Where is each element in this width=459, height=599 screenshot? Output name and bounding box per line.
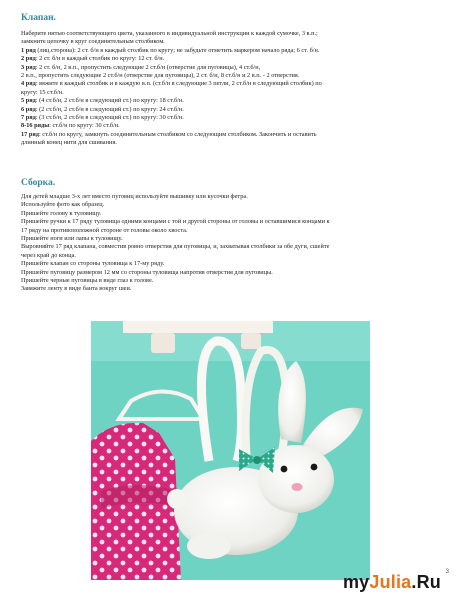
sborka-line: Пришейте ручки к 17 ряду туловища одними концами с той и другой стороны от головы и оставшимися концами к [21,218,330,226]
sborka-line: через край до конца. [21,251,76,259]
row-text: : ст.б/н по кругу, замкнуть соединительным столбиком со следующим столбиком. Закончить и оставить [38,130,317,138]
row-text: : (3 ст.б/н, 2 ст.б/н в следующий ст.) по кругу: 30 ст.б/н. [35,114,184,122]
sborka-line: Пришейте черные пуговицы в виде глаз к голове. [21,277,154,285]
klapan-row [21,97,441,105]
sborka-heading: Сборка. [21,178,56,188]
row-text: 2 в.п., пропустить следующие 2 ст.б/н (отверстие для пуговицы), 2 ст. б/н, 8 ст.б/н и 2 в.п. - 2 отверстия. [21,72,300,80]
row-text: длинный конец нити для сшивания. [21,139,117,147]
row-label: 4 ряд [21,80,36,88]
row-label: 5 ряд [21,97,36,105]
row-text: : (4 ст.б/н, 2 ст.б/н в следующий ст.) по кругу: 18 ст.б/н. [35,97,184,105]
sborka-line: Пришейте голову к туловищу. [21,209,102,217]
myjulia-watermark-logo [343,572,441,593]
row-label: 6 ряд [21,105,36,113]
klapan-row [21,55,441,63]
klapan-row [21,122,441,130]
klapan-intro-line: Наберите нитью соответствующего цвета, указанного в индивидуальной инструкции к каждой сумочке, 3 в.п.; [21,30,318,37]
sborka-line: Пришейте клапан со стороны туловища к 17-му ряду. [21,260,165,268]
sborka-line: 17 ряду на противоположной стороне от головы около хвоста. [21,226,188,234]
sborka-line: Пришейте ноги или лапы к туловищу. [21,235,123,243]
bunny-bag-photo [91,321,370,580]
row-text: : (2 ст.б/н, 2 ст.б/н в следующий ст.) по кругу: 24 ст.б/н. [35,105,184,113]
row-label: 7 ряд [21,114,36,122]
row-text: : 2 ст. б/н в каждый столбик по кругу: 12 ст. б/н. [35,55,165,63]
klapan-heading: Клапан. [21,13,56,23]
klapan-text [21,30,441,148]
watermark-part-ru: .Ru [411,572,441,592]
klapan-intro-line: замкните цепочку в круг соединительным столбиком. [21,38,165,46]
row-text: (лиц.сторона): 2 ст. б/н в каждый столбик по кругу; не забудьте отметить маркером начало ряда; 6 ст. б/н. [35,46,320,54]
klapan-row [21,106,441,114]
row-text: : ст.б/н по кругу: 30 ст.б/н. [49,122,120,130]
row-label: 2 ряд [21,55,36,63]
klapan-row [21,114,441,122]
bunny-bag-illustration [91,321,370,580]
watermark-part-my: my [342,572,370,592]
row-text: : 2 ст. б/н, 2 в.п., пропустить следующие 2 ст.б/н (отверстие для пуговицы), 4 ст.б/н, [35,63,261,71]
row-label: 3 ряд [21,63,36,71]
klapan-row [21,131,441,139]
klapan-row [21,47,441,55]
row-text: кругу: 15 ст.б/н. [21,88,64,96]
row-label: 1 ряд [21,46,36,54]
row-label: 8-16 ряды [21,122,50,130]
sborka-text [21,193,441,294]
klapan-row [21,64,441,72]
sborka-line: Выровняйте 17 ряд клапана, совместив ровно отверстия для пуговицы, и, захватывая столбики за обе дуги, сшейте [21,243,330,251]
watermark-part-julia: Julia [369,572,412,592]
sborka-line: Используйте фото как образец. [21,201,105,209]
klapan-row [21,80,441,88]
sborka-line: Пришейте пуговицу размером 12 мм со стороны туловища напротив отверстия для пуговицы. [21,268,273,276]
klapan-row [21,139,441,147]
page-number: 3 [445,569,449,575]
klapan-row [21,89,441,97]
row-text: : вяжите в каждый столбик и в каждую в.п. (ст.б/н в следующие 3 петли, 2 ст.б/н в следующий столбик) по [35,80,322,88]
sborka-line: Завяжите ленту в виде банта вокруг шеи. [21,285,132,293]
row-label: 17 ряд [21,130,39,138]
sborka-line: Для детей младше 3-х лет вместо пуговиц используйте вышивку или кусочки фетра. [21,193,248,200]
klapan-row [21,72,441,80]
